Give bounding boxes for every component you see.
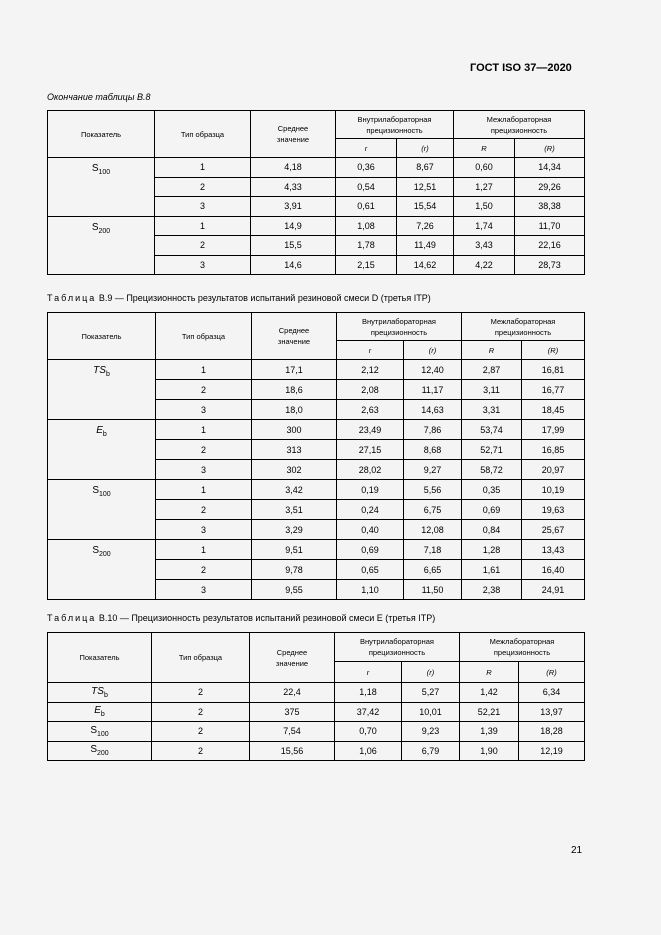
table-cell: 1,61 [462,560,522,580]
table-cell: 0,36 [336,158,397,178]
header-r: r [336,139,397,158]
table-cell: 15,5 [251,236,336,256]
table-cell: 1,10 [337,580,404,600]
table-cell: 9,51 [252,540,337,560]
table-cell: 25,67 [522,520,585,540]
indicator-subscript: b [102,431,107,438]
table-cell: 22,4 [250,683,335,703]
table-row [48,420,585,440]
table-cell: 1,74 [454,216,515,236]
table-cell: 14,63 [404,400,462,420]
table-cell: 1 [156,360,252,380]
indicator-cell [48,158,155,217]
table-cell: 1 [155,216,251,236]
table-b10-caption-text: В.10 — Прецизионность результатов испытаний резиновой смеси E (третья ITP) [98,613,436,623]
table-cell: 1,42 [460,683,519,703]
table-cell: 10,19 [522,480,585,500]
table-cell: 38,38 [515,197,585,217]
table-cell: 3,29 [252,520,337,540]
table-cell: 13,43 [522,540,585,560]
table-cell: 2 [152,702,250,722]
table-cell: 3,43 [454,236,515,256]
table-cell: 15,56 [250,741,335,761]
header-r-rel: (r) [397,139,454,158]
table-cell: 3 [156,580,252,600]
table-cell: 17,1 [252,360,337,380]
table-cell: 3 [155,197,251,217]
table-b10-caption-prefix: Таблица [47,613,97,623]
table-cell: 9,55 [252,580,337,600]
table-b9-caption [47,293,431,303]
table-cell: 3,11 [462,380,522,400]
table-cell: 12,40 [404,360,462,380]
header-mean: Среднее значение [251,111,336,158]
table-cell: 12,51 [397,177,454,197]
header-r-rel: (r) [404,341,462,360]
table-b10-caption [47,613,435,623]
table-cell: 3,31 [462,400,522,420]
table-b8 [47,110,585,275]
table-b10 [47,632,585,761]
table-b9-caption-text: В.9 — Прецизионность результатов испытаний резиновой смеси D (третья ITP) [98,293,431,303]
table-cell: 2 [156,380,252,400]
table-cell: 2,87 [462,360,522,380]
table-cell: 16,40 [522,560,585,580]
header-R: R [454,139,515,158]
table-cell: 11,49 [397,236,454,256]
table-cell: 1,08 [336,216,397,236]
indicator-subscript: b [103,691,108,699]
header-mean: Среднее значение [252,313,337,360]
table-cell: 300 [252,420,337,440]
table-cell: 16,85 [522,440,585,460]
table-cell: 1,50 [454,197,515,217]
table-cell: 7,54 [250,722,335,742]
table-cell: 0,35 [462,480,522,500]
header-indicator: Показатель [48,633,152,683]
header-inter-precision: Межлабораторная прецизионность [460,633,585,662]
table-cell: 7,18 [404,540,462,560]
header-indicator: Показатель [48,313,156,360]
indicator-subscript: 200 [98,227,111,235]
indicator-symbol: TS [93,365,106,376]
standard-designation: ГОСТ ISO 37—2020 [470,62,572,74]
header-sample-type: Тип образца [155,111,251,158]
table-cell: 27,15 [337,440,404,460]
table-cell: 18,6 [252,380,337,400]
table-cell: 9,27 [404,460,462,480]
indicator-cell [48,683,152,703]
header-intra-precision: Внутрилабораторная прецизионность [335,633,460,662]
header-R-rel: (R) [519,662,585,683]
table-cell: 0,84 [462,520,522,540]
table-cell: 0,60 [454,158,515,178]
table-cell: 22,16 [515,236,585,256]
indicator-symbol: E [96,425,103,436]
indicator-symbol: S [92,545,99,556]
table-cell: 18,0 [252,400,337,420]
header-indicator: Показатель [48,111,155,158]
table-cell: 14,6 [251,255,336,275]
table-b8-caption: Окончание таблицы В.8 [47,92,151,102]
table-row [48,480,585,500]
table-cell: 28,02 [337,460,404,480]
header-R-rel: (R) [515,139,585,158]
table-cell: 0,40 [337,520,404,540]
indicator-subscript: 100 [98,491,111,498]
indicator-symbol: TS [91,685,104,697]
indicator-subscript: 100 [98,169,111,176]
table-cell: 12,08 [404,520,462,540]
indicator-subscript: b [100,711,105,719]
table-cell: 13,97 [519,702,585,722]
indicator-subscript: 200 [98,551,111,558]
table-cell: 3 [156,460,252,480]
table-cell: 6,75 [404,500,462,520]
table-cell: 5,56 [404,480,462,500]
table-cell: 11,17 [404,380,462,400]
table-cell: 3,42 [252,480,337,500]
header-r-rel: (r) [402,662,460,683]
table-cell: 1,27 [454,177,515,197]
table-cell: 1 [156,540,252,560]
indicator-cell [48,360,156,420]
table-cell: 4,22 [454,255,515,275]
table-cell: 4,33 [251,177,336,197]
table-row [48,741,585,761]
table-cell: 2 [152,683,250,703]
indicator-cell [48,702,152,722]
indicator-subscript: 100 [96,730,109,738]
header-sample-type: Тип образца [152,633,250,683]
table-cell: 0,54 [336,177,397,197]
table-cell: 29,26 [515,177,585,197]
table-cell: 2 [152,741,250,761]
indicator-symbol: S [90,744,97,756]
table-row [48,722,585,742]
table-cell: 52,71 [462,440,522,460]
table-cell: 6,34 [519,683,585,703]
table-b9-caption-prefix: Таблица [47,293,97,303]
table-cell: 37,42 [335,702,402,722]
table-cell: 1,06 [335,741,402,761]
indicator-symbol: S [91,221,99,233]
table-cell: 2,08 [337,380,404,400]
table-row [48,158,585,178]
indicator-cell [48,216,155,275]
header-sample-type: Тип образца [156,313,252,360]
table-cell: 17,99 [522,420,585,440]
table-cell: 16,81 [522,360,585,380]
table-cell: 2,12 [337,360,404,380]
header-mean: Среднее значение [250,633,335,683]
indicator-symbol: E [94,705,101,717]
table-cell: 1,18 [335,683,402,703]
table-cell: 53,74 [462,420,522,440]
table-cell: 4,18 [251,158,336,178]
indicator-symbol: S [91,163,99,174]
table-cell: 3 [155,255,251,275]
header-inter-precision: Межлабораторная прецизионность [454,111,585,139]
header-intra-precision: Внутрилабораторная прецизионность [337,313,462,341]
table-cell: 10,01 [402,702,460,722]
table-cell: 2 [156,440,252,460]
table-cell: 58,72 [462,460,522,480]
table-cell: 14,34 [515,158,585,178]
table-cell: 2 [156,560,252,580]
indicator-symbol: S [90,724,97,736]
table-cell: 9,78 [252,560,337,580]
header-R-rel: (R) [522,341,585,360]
table-cell: 0,61 [336,197,397,217]
table-cell: 18,45 [522,400,585,420]
indicator-symbol: S [92,485,99,496]
header-r: r [335,662,402,683]
table-row [48,702,585,722]
table-cell: 15,54 [397,197,454,217]
table-cell: 2,63 [337,400,404,420]
table-cell: 1,78 [336,236,397,256]
table-cell: 3,51 [252,500,337,520]
table-cell: 14,9 [251,216,336,236]
table-cell: 23,49 [337,420,404,440]
table-cell: 6,65 [404,560,462,580]
indicator-cell [48,480,156,540]
table-cell: 9,23 [402,722,460,742]
table-cell: 1 [155,158,251,178]
indicator-subscript: 200 [96,750,109,758]
table-cell: 14,62 [397,255,454,275]
table-cell: 6,79 [402,741,460,761]
table-cell: 0,19 [337,480,404,500]
table-cell: 0,70 [335,722,402,742]
indicator-cell [48,420,156,480]
indicator-cell [48,741,152,761]
table-cell: 19,63 [522,500,585,520]
table-row [48,540,585,560]
table-cell: 1 [156,480,252,500]
header-inter-precision: Межлабораторная прецизионность [462,313,585,341]
table-cell: 2 [155,177,251,197]
table-cell: 8,67 [397,158,454,178]
table-cell: 18,28 [519,722,585,742]
table-cell: 313 [252,440,337,460]
indicator-cell [48,540,156,600]
page-number: 21 [571,845,583,856]
indicator-subscript: b [105,371,110,378]
header-intra-precision: Внутрилабораторная прецизионность [336,111,454,139]
header-r: r [337,341,404,360]
table-cell: 2 [155,236,251,256]
table-cell: 1,90 [460,741,519,761]
table-cell: 3,91 [251,197,336,217]
table-row [48,216,585,236]
table-cell: 8,68 [404,440,462,460]
table-cell: 12,19 [519,741,585,761]
table-cell: 20,97 [522,460,585,480]
table-cell: 2 [152,722,250,742]
table-cell: 5,27 [402,683,460,703]
table-cell: 28,73 [515,255,585,275]
table-cell: 52,21 [460,702,519,722]
header-R: R [462,341,522,360]
table-cell: 0,69 [462,500,522,520]
table-cell: 0,69 [337,540,404,560]
table-cell: 302 [252,460,337,480]
table-cell: 16,77 [522,380,585,400]
table-cell: 3 [156,520,252,540]
table-b9 [47,312,585,600]
table-cell: 2 [156,500,252,520]
table-cell: 1 [156,420,252,440]
table-cell: 2,15 [336,255,397,275]
table-cell: 3 [156,400,252,420]
header-R: R [460,662,519,683]
table-cell: 11,50 [404,580,462,600]
table-cell: 24,91 [522,580,585,600]
table-cell: 1,28 [462,540,522,560]
table-cell: 375 [250,702,335,722]
table-row [48,683,585,703]
table-cell: 11,70 [515,216,585,236]
table-row [48,360,585,380]
table-cell: 1,39 [460,722,519,742]
table-cell: 2,38 [462,580,522,600]
table-cell: 7,86 [404,420,462,440]
indicator-cell [48,722,152,742]
table-cell: 0,24 [337,500,404,520]
table-cell: 0,65 [337,560,404,580]
table-cell: 7,26 [397,216,454,236]
